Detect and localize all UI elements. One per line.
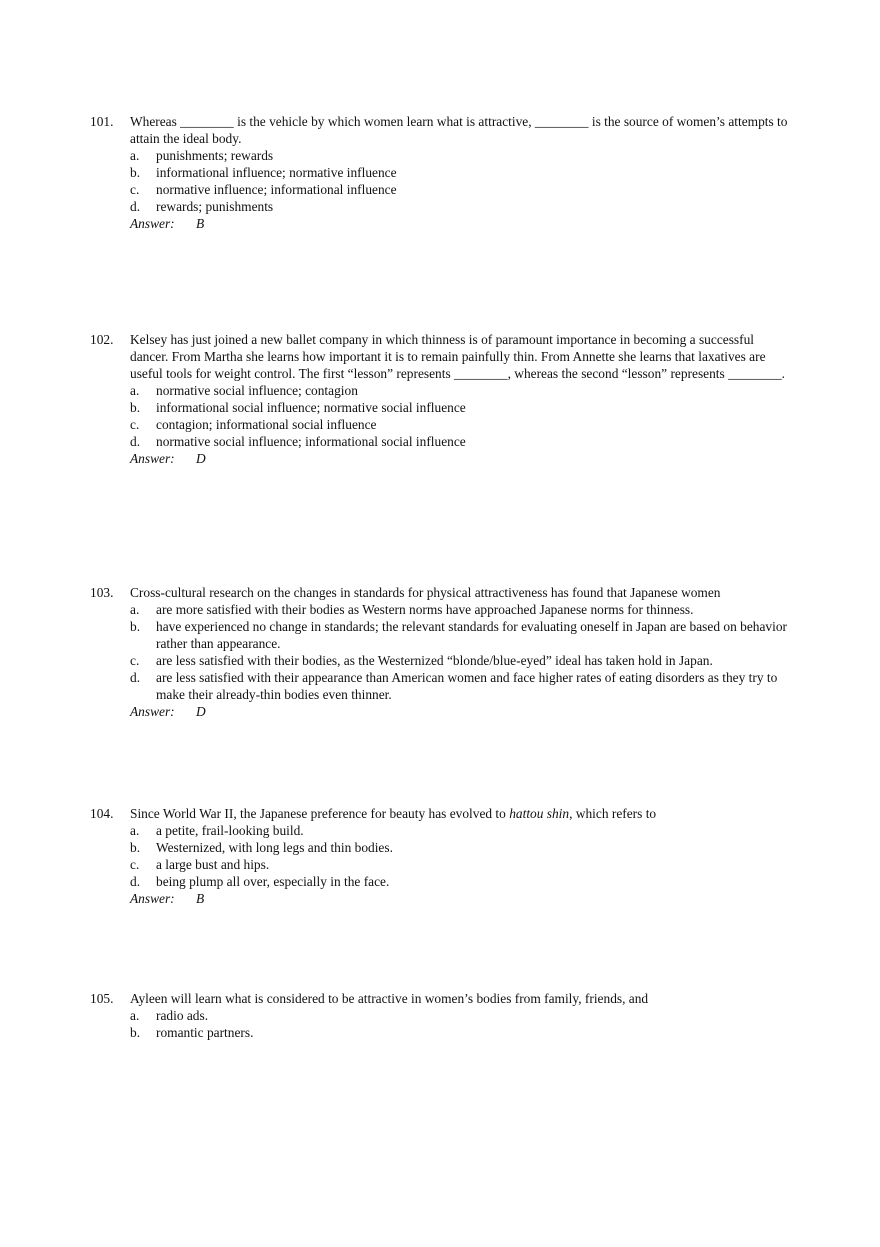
question-number: 102.	[90, 332, 114, 347]
choice-b: b. informational social influence; normative social influence	[130, 400, 466, 415]
choice-c: c. normative influence; informational influence	[130, 182, 397, 197]
choice-a: a. punishments; rewards	[130, 148, 274, 163]
answer-value: D	[196, 704, 206, 719]
choice-b: b. romantic partners.	[130, 1025, 254, 1040]
question-stem: Since World War II, the Japanese preference for beauty has evolved to hattou shin, which refers to	[130, 806, 657, 821]
question-stem: Kelsey has just joined a new ballet company in which thinness is of paramount importance in becoming a successful dancer. From Martha she learns how important it is to remain painfully thin. From Annette she learns that laxatives are useful tools for weight control. The first “lesson” represents ________, whereas the second “lesson” represents ________.	[130, 332, 785, 381]
choice-c: c. a large bust and hips.	[130, 857, 270, 872]
answer-key	[130, 450, 790, 467]
question-number: 103.	[90, 585, 114, 600]
answer-value: B	[196, 216, 205, 231]
question-104	[90, 805, 790, 907]
question-number: 105.	[90, 991, 114, 1006]
choice-list	[130, 601, 790, 703]
question-stem: Cross-cultural research on the changes in standards for physical attractiveness has found that Japanese women	[130, 585, 721, 600]
italic-term: hattou shin	[509, 806, 570, 821]
choice-a: a. normative social influence; contagion	[130, 383, 358, 398]
choice-list	[130, 147, 790, 215]
question-stem: Whereas ________ is the vehicle by which women learn what is attractive, ________ is the source of women’s attempts to attain the ideal body.	[130, 114, 788, 146]
answer-key	[130, 703, 790, 720]
question-105	[90, 990, 790, 1041]
choice-b: b. Westernized, with long legs and thin bodies.	[130, 840, 393, 855]
question-101	[90, 113, 790, 232]
answer-label: Answer:	[130, 704, 175, 719]
question-103	[90, 584, 790, 720]
answer-label: Answer:	[130, 216, 175, 231]
answer-key	[130, 215, 790, 232]
question-stem: Ayleen will learn what is considered to be attractive in women’s bodies from family, friends, and	[130, 991, 649, 1006]
choice-d: d. rewards; punishments	[130, 199, 274, 214]
question-number: 104.	[90, 806, 114, 821]
choice-list	[130, 822, 790, 890]
choice-list	[130, 382, 790, 450]
answer-label: Answer:	[130, 451, 175, 466]
choice-a: a. radio ads.	[130, 1008, 209, 1023]
question-102	[90, 331, 790, 467]
choice-b: b. informational influence; normative influence	[130, 165, 397, 180]
choice-d: d. are less satisfied with their appearance than American women and face higher rates of eating disorders as they try to make their already-thin bodies even thinner.	[130, 670, 778, 702]
question-number: 101.	[90, 114, 114, 129]
answer-value: B	[196, 891, 205, 906]
answer-value: D	[196, 451, 206, 466]
choice-c: c. are less satisfied with their bodies, as the Westernized “blonde/blue-eyed” ideal has taken hold in Japan.	[130, 653, 713, 668]
choice-b: b. have experienced no change in standards; the relevant standards for evaluating oneself in Japan are based on behavior rather than appearance.	[130, 619, 787, 651]
choice-a: a. are more satisfied with their bodies as Western norms have approached Japanese norms for thinness.	[130, 602, 694, 617]
choice-d: d. being plump all over, especially in the face.	[130, 874, 390, 889]
choice-list	[130, 1007, 790, 1041]
choice-d: d. normative social influence; informational social influence	[130, 434, 466, 449]
answer-label: Answer:	[130, 891, 175, 906]
choice-a: a. a petite, frail-looking build.	[130, 823, 304, 838]
choice-c: c. contagion; informational social influence	[130, 417, 377, 432]
answer-key	[130, 890, 790, 907]
